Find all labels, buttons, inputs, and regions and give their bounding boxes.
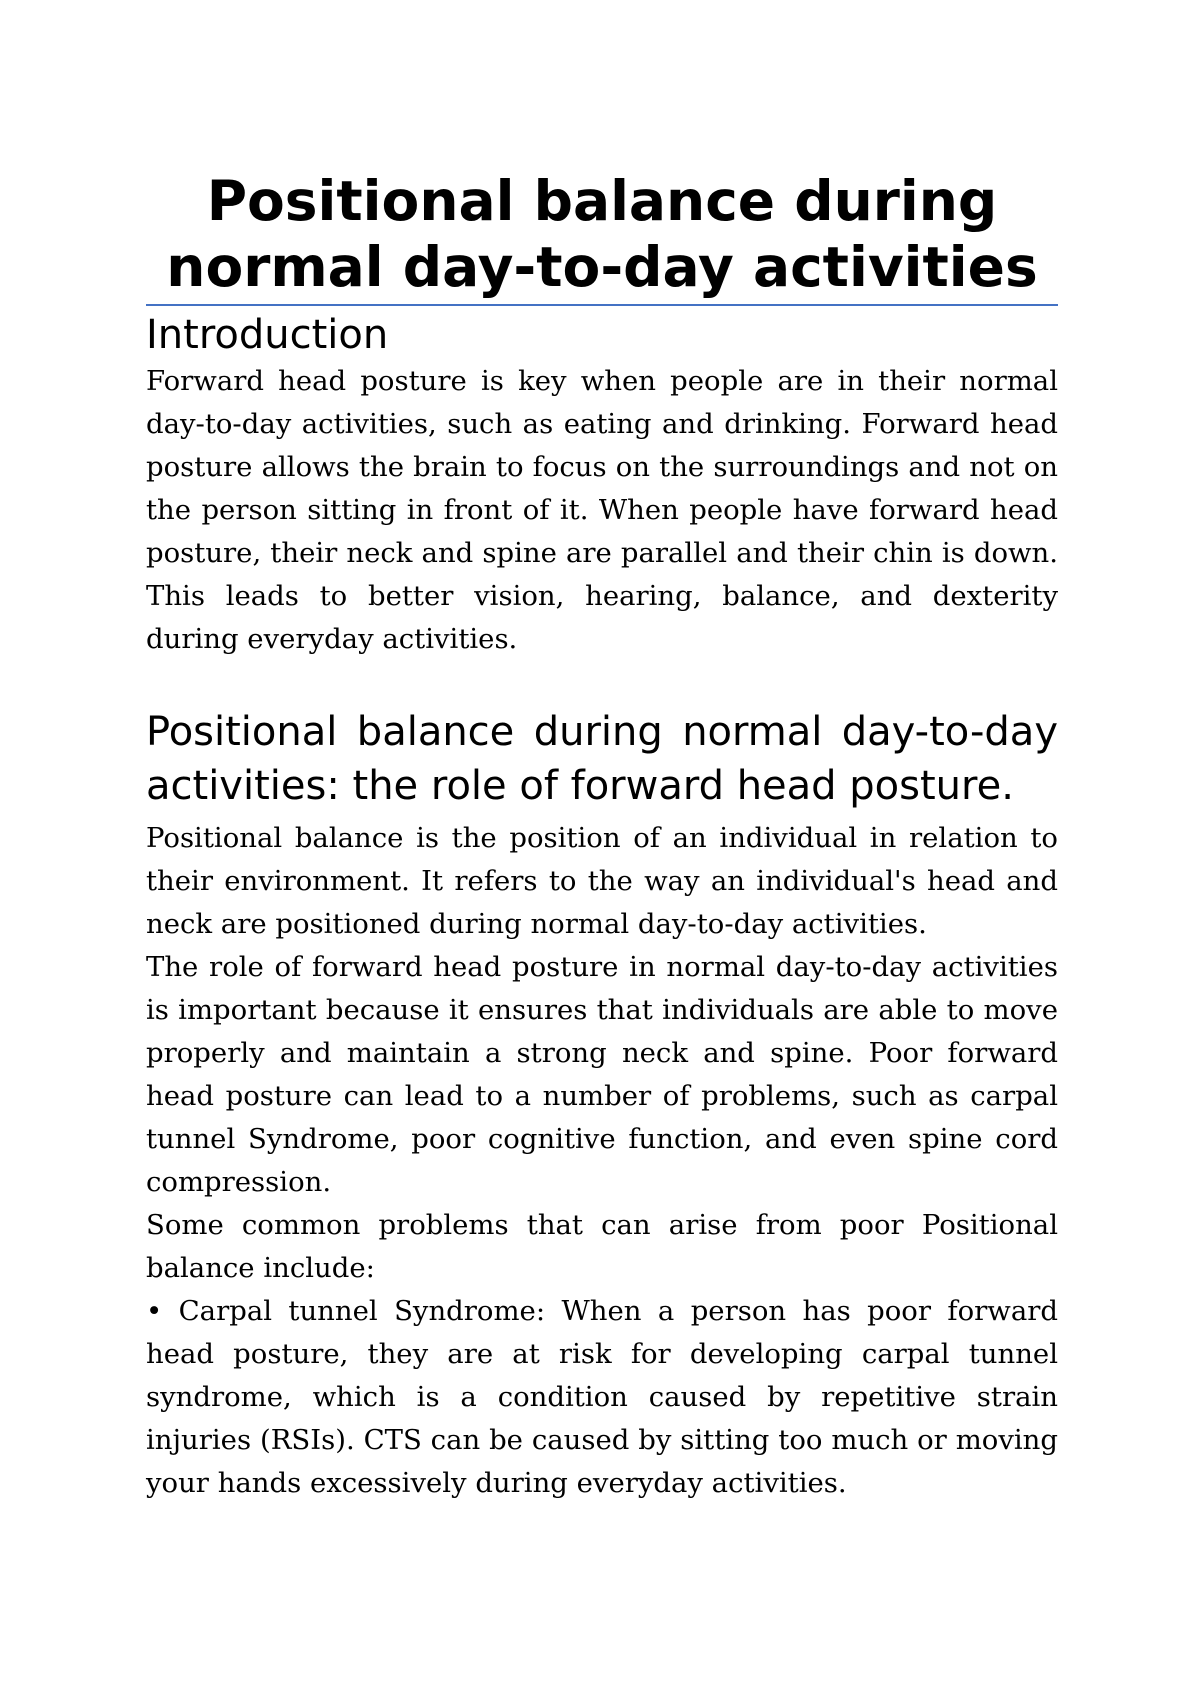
- document-title: Positional balance during normal day-to-day activities: [146, 168, 1058, 306]
- section-body: [146, 817, 1058, 1505]
- section-heading: Positional balance during normal day-to-day activities: the role of forward head posture.: [146, 709, 1058, 809]
- section-paragraph-1: Positional balance is the position of an individual in relation to their environment. It refers to the way an individual's head and neck are positioned during normal day-to-day activities.: [146, 822, 1058, 940]
- section-paragraph-3: Some common problems that can arise from poor Positional balance include:: [146, 1209, 1058, 1284]
- intro-heading: Introduction: [146, 312, 389, 358]
- bullet-carpal-tunnel: • Carpal tunnel Syndrome: When a person has poor forward head posture, they are at risk for developing carpal tunnel syndrome, which is a condition caused by repetitive strain injuries (RSIs). CTS can be caused by sitting too much or moving your hands excessively during everyday activities.: [146, 1295, 1058, 1499]
- section-paragraph-2: The role of forward head posture in normal day-to-day activities is important because it ensures that individuals are able to move properly and maintain a strong neck and spine. Poor forward head posture can lead to a number of problems, such as carpal tunnel Syndrome, poor cognitive function, and even spine cord compression.: [146, 951, 1058, 1198]
- document-page: [146, 168, 1058, 1505]
- intro-paragraph: Forward head posture is key when people are in their normal day-to-day activities, such as eating and drinking. Forward head posture allows the brain to focus on the surroundings and not on the person sitting in front of it. When people have forward head posture, their neck and spine are parallel and their chin is down. This leads to better vision, hearing, balance, and dexterity during everyday activities.: [146, 365, 1058, 655]
